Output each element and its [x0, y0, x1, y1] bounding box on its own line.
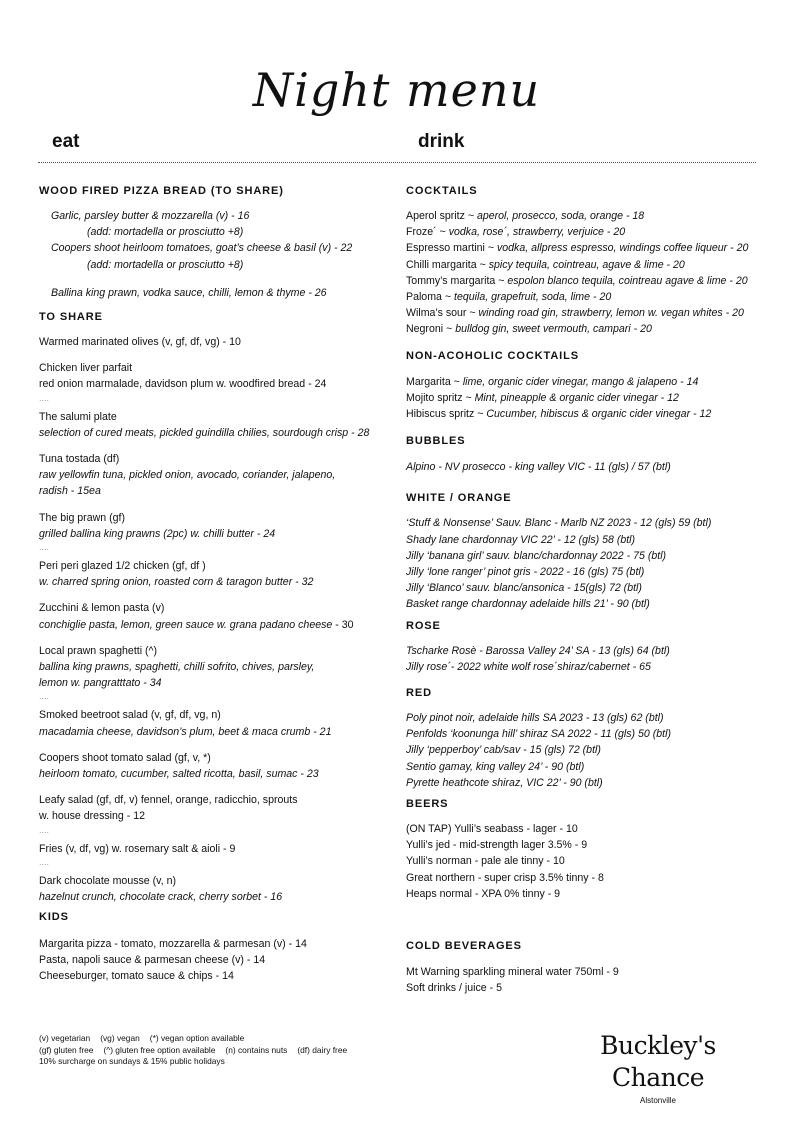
legend-entry: (n) contains nuts	[225, 1044, 288, 1055]
item-name: Coopers shoot tomato salad (gf, v, *)	[39, 751, 211, 764]
dots-separator: ....	[39, 542, 50, 553]
item-desc: heirloom tomato, cucumber, salted ricotta, basil, sumac - 23	[39, 768, 319, 781]
cocktail-desc: aperol, prosecco, soda, orange - 18	[476, 210, 645, 222]
section-heading-non-alcoholic: NON-ACOHOLIC COCKTAILS	[406, 349, 579, 362]
item-name: Zucchini & lemon pasta (v)	[39, 602, 165, 615]
cocktail-desc: spicy tequila, cointreau, agave & lime - 20	[488, 258, 685, 271]
pizza-addon: (add: mortadella or prosciutto +8)	[87, 258, 244, 271]
cocktail-desc: vodka, rose´, strawberry, verjuice - 20	[448, 226, 626, 239]
beer-item: Great northern - super crisp 3.5% tinny - 8	[406, 871, 604, 884]
non-alcoholic-list	[406, 374, 766, 423]
item-name: Warmed marinated olives (v, gf, df, vg) - 10	[39, 336, 241, 349]
mocktail-name: Hibiscus spritz ~	[406, 408, 487, 421]
menu-item	[39, 792, 391, 834]
wine-item: Shady lane chardonnay VIC 22’ - 12 (gls) 58 (btl)	[406, 533, 636, 546]
kids-item: Cheeseburger, tomato sauce & chips - 14	[39, 970, 234, 983]
dots-separator: ....	[39, 691, 50, 702]
dotted-divider	[38, 162, 756, 163]
section-heading-bubbles: BUBBLES	[406, 435, 466, 448]
item-desc: ballina king prawns, spaghetti, chilli sofrito, chives, parsley,	[39, 661, 315, 674]
menu-item	[39, 334, 391, 350]
cocktail-item	[406, 321, 766, 337]
dietary-legend	[39, 1033, 357, 1068]
item-desc: raw yellowfin tuna, pickled onion, avocado, coriander, jalapeno,	[39, 469, 336, 482]
legend-entry: (*) vegan option available	[149, 1033, 245, 1043]
cocktail-name: Tommy’s margarita ~	[406, 274, 508, 287]
section-heading-beers: BEERS	[406, 798, 449, 811]
item-desc: grilled ballina king prawns (2pc) w. chilli butter - 24	[39, 527, 276, 540]
cold-beverages-list	[406, 964, 766, 996]
item-name: Dark chocolate mousse (v, n)	[39, 874, 176, 887]
cocktail-desc: espolon blanco tequila, cointreau agave & lime - 20	[507, 274, 748, 287]
wine-item: Jilly ‘lone ranger’ pinot gris - 2022 - 16 (gls) 75 (btl)	[406, 566, 645, 579]
menu-item	[39, 841, 391, 867]
legend-entry: (^) gluten free option available	[103, 1044, 216, 1055]
mocktail-item	[406, 374, 766, 390]
rose-list	[406, 643, 766, 675]
beer-item: (ON TAP) Yulli’s seabass - lager - 10	[406, 823, 578, 836]
pizza-item: Coopers shoot heirloom tomatoes, goat’s cheese & basil (v) - 22	[51, 242, 353, 255]
menu-item	[39, 600, 391, 632]
mocktail-item	[406, 390, 766, 406]
cocktail-name: Paloma ~	[406, 291, 454, 304]
section-heading-pizza: WOOD FIRED PIZZA BREAD (TO SHARE)	[39, 185, 284, 197]
item-desc: w. charred spring onion, roasted corn & taragon butter - 32	[39, 576, 314, 589]
item-desc: hazelnut crunch, chocolate crack, cherry sorbet - 16	[39, 891, 283, 904]
mocktail-item	[406, 406, 766, 422]
item-desc: radish - 15ea	[39, 485, 101, 498]
cocktail-item	[406, 257, 766, 273]
cocktail-item	[406, 240, 766, 256]
item-desc: macadamia cheese, davidson’s plum, beet & maca crumb - 21	[39, 725, 332, 738]
wine-item: ‘Stuff & Nonsense’ Sauv. Blanc - Marlb NZ 2023 - 12 (gls) 59 (btl)	[406, 517, 712, 530]
item-desc: red onion marmalade, davidson plum w. woodfired bread - 24	[39, 378, 327, 391]
dots-separator: ....	[39, 824, 50, 835]
mocktail-desc: lime, organic cider vinegar, mango & jalapeno - 14	[462, 375, 699, 388]
pizza-list	[39, 208, 391, 301]
item-name: Tuna tostada (df)	[39, 453, 120, 466]
kids-list	[39, 936, 391, 985]
cocktail-item	[406, 289, 766, 305]
red-list	[406, 710, 766, 791]
cocktail-item	[406, 305, 766, 321]
section-heading-cold-beverages: COLD BEVERAGES	[406, 940, 522, 952]
menu-item	[39, 360, 391, 402]
legend-entry: (gf) gluten free	[39, 1044, 94, 1055]
cocktail-desc: tequila, grapefruit, soda, lime - 20	[454, 291, 612, 304]
item-name: w. house dressing - 12	[39, 810, 145, 823]
kids-item: Pasta, napoli sauce & parmesan cheese (v) - 14	[39, 954, 266, 967]
section-heading-white: WHITE / ORANGE	[406, 492, 512, 505]
item-name: Leafy salad (gf, df, v) fennel, orange, radicchio, sprouts	[39, 794, 298, 807]
menu-item	[39, 510, 391, 552]
section-heading-red: RED	[406, 687, 432, 700]
wine-item: Jilly ‘pepperboy’ cab/sav - 15 (gls) 72 (btl)	[406, 744, 601, 757]
section-heading-kids: KIDS	[39, 911, 69, 923]
pizza-item: Ballina king prawn, vodka sauce, chilli, lemon & thyme - 26	[51, 286, 327, 299]
item-name: Fries (v, df, vg) w. rosemary salt & aioli - 9	[39, 842, 236, 855]
kids-item: Margarita pizza - tomato, mozzarella & parmesan (v) - 14	[39, 938, 307, 950]
beer-item: Yulli’s jed - mid-strength lager 3.5% - 9	[406, 839, 588, 852]
item-name: Peri peri glazed 1/2 chicken (gf, df )	[39, 560, 206, 573]
item-name: The salumi plate	[39, 410, 117, 423]
item-desc: selection of cured meats, pickled guindilla chilies, sourdough crisp - 28	[39, 426, 370, 439]
eat-heading: eat	[52, 131, 80, 152]
wine-item: Tscharke Rosè - Barossa Valley 24’ SA - 13 (gls) 64 (btl)	[406, 644, 670, 657]
cocktail-name: Aperol spritz ~	[406, 210, 477, 222]
wine-item: Pyrette heathcote shiraz, VIC 22’ - 90 (btl)	[406, 776, 603, 789]
section-heading-cocktails: COCKTAILS	[406, 185, 478, 197]
cocktail-desc: winding road gin, strawberry, lemon w. vegan whites - 20	[478, 307, 744, 320]
cocktail-name: Negroni ~	[406, 323, 456, 336]
item-name: Smoked beetroot salad (v, gf, df, vg, n)	[39, 709, 221, 722]
item-desc-text: conchiglie pasta, lemon, green sauce w. grana padano cheese	[39, 618, 333, 631]
cocktail-name: Froze´ ~	[406, 226, 449, 239]
cocktail-name: Espresso martini ~	[406, 242, 497, 255]
cocktail-desc: bulldog gin, sweet vermouth, campari - 20	[455, 323, 652, 336]
wine-item: Sentio gamay, king valley 24’ - 90 (btl)	[406, 760, 585, 773]
mocktail-name: Mojito spritz ~	[406, 391, 475, 404]
wine-item: Jilly ‘Blanco’ sauv. blanc/ansonica - 15(gls) 72 (btl)	[406, 582, 642, 595]
legend-entry: (v) vegetarian	[39, 1033, 91, 1043]
cocktail-name: Chilli margarita ~	[406, 258, 489, 271]
section-heading-share: TO SHARE	[39, 311, 103, 324]
item-desc	[39, 617, 391, 633]
surcharge-note: 10% surcharge on sundays & 15% public holidays	[39, 1056, 225, 1066]
item-name: Local prawn spaghetti (^)	[39, 644, 158, 657]
menu-item	[39, 707, 391, 739]
menu-item	[39, 558, 391, 590]
menu-item	[39, 750, 391, 782]
wine-item: Penfolds ‘koonunga hill’ shiraz SA 2022 - 11 (gls) 50 (btl)	[406, 728, 671, 741]
kids-column	[39, 909, 391, 985]
item-name: Chicken liver parfait	[39, 362, 133, 375]
legend-entry: (df) dairy free	[297, 1044, 348, 1055]
menu-item	[39, 873, 391, 905]
menu-item	[39, 643, 391, 702]
drink-column	[406, 183, 766, 902]
beer-item: Yulli’s norman - pale ale tinny - 10	[406, 855, 565, 868]
beverage-item: Soft drinks / juice - 5	[406, 982, 502, 995]
dots-separator: ....	[39, 392, 50, 403]
mocktail-desc: Mint, pineapple & organic cider vinegar - 12	[474, 391, 679, 404]
cold-beverages-column	[406, 938, 766, 996]
pizza-item: Garlic, parsley butter & mozzarella (v) - 16	[51, 210, 250, 222]
cocktail-item	[406, 273, 766, 289]
logo-location: Alstonville	[639, 1096, 676, 1105]
mocktail-desc: Cucumber, hibiscus & organic cider vinegar - 12	[486, 408, 712, 421]
wine-item: Basket range chardonnay adelaide hills 21’ - 90 (btl)	[406, 598, 650, 611]
eat-column	[39, 183, 391, 915]
dots-separator: ....	[39, 856, 50, 867]
menu-item	[39, 451, 391, 500]
wine-item: Jilly ‘banana girl’ sauv. blanc/chardonnay 2022 - 75 (btl)	[406, 549, 667, 562]
bubbles-list	[406, 459, 766, 475]
cocktail-list	[406, 208, 766, 338]
beers-list	[406, 821, 766, 902]
wine-item: Alpino - NV prosecco - king valley VIC - 11 (gls) / 57 (btl)	[406, 461, 671, 474]
legend-entry: (vg) vegan	[100, 1033, 140, 1043]
cocktail-name: Wilma’s sour ~	[406, 307, 479, 320]
item-name: The big prawn (gf)	[39, 511, 125, 524]
page-title: Night menu	[252, 63, 541, 117]
beer-item: Heaps normal - XPA 0% tinny - 9	[406, 887, 561, 900]
share-list	[39, 334, 391, 905]
beverage-item: Mt Warning sparkling mineral water 750ml - 9	[406, 966, 619, 978]
white-list	[406, 515, 766, 612]
section-heading-rose: ROSE	[406, 619, 441, 632]
wine-item: Poly pinot noir, adelaide hills SA 2023 - 13 (gls) 62 (btl)	[406, 712, 664, 725]
cocktail-desc: vodka, allpress espresso, windings coffee liqueur - 20	[496, 242, 749, 255]
logo-name: Buckley's Chance	[600, 1031, 716, 1092]
cocktail-item	[406, 224, 766, 240]
restaurant-logo	[560, 1030, 756, 1106]
wine-item: Jilly rose´- 2022 white wolf rose´shiraz/cabernet - 65	[406, 660, 651, 673]
menu-item	[39, 409, 391, 441]
cocktail-item	[406, 208, 766, 224]
item-desc: lemon w. pangratttato - 34	[39, 677, 162, 690]
pizza-addon: (add: mortadella or prosciutto +8)	[87, 226, 244, 239]
drink-heading: drink	[418, 131, 465, 152]
item-price: - 30	[332, 618, 354, 631]
mocktail-name: Margarita ~	[406, 375, 463, 388]
